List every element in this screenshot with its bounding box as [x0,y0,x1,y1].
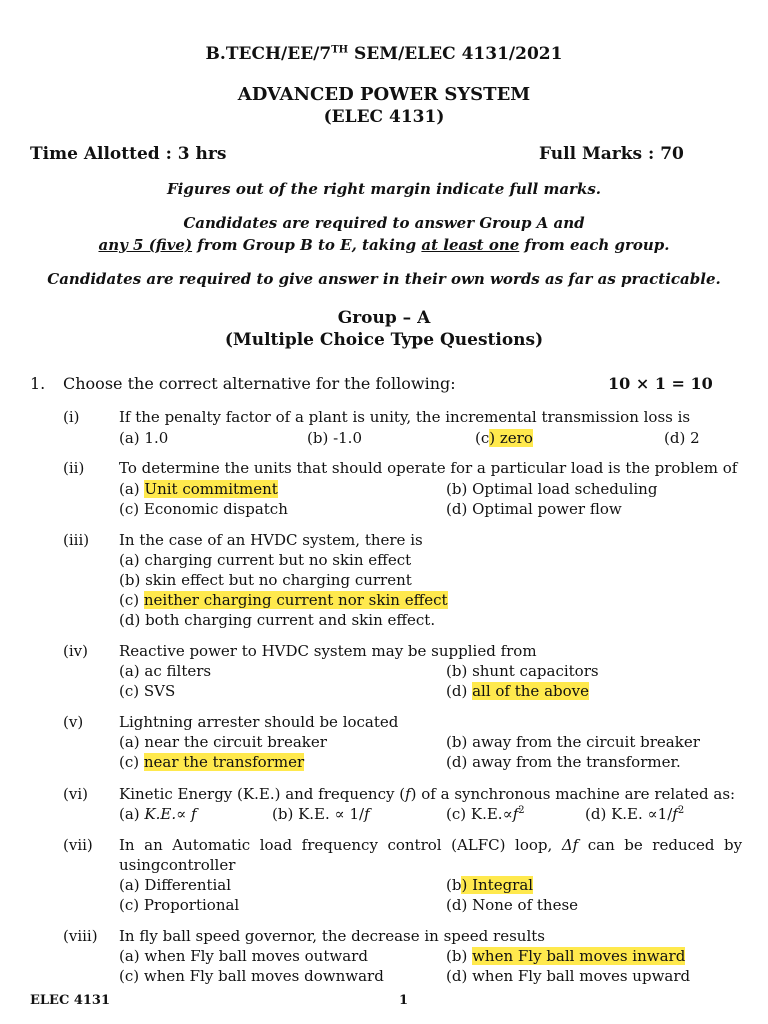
item-question: In fly ball speed governor, the decrease in speed results [119,927,545,945]
item-question: Lightning arrester should be located [119,713,399,731]
option-a: (a) Unit commitment [119,480,278,498]
option-c: (c) Economic dispatch [119,500,288,518]
item-question: Kinetic Energy (K.E.) and frequency (f) of a synchronous machine are related as: [119,785,736,803]
item-question: If the penalty factor of a plant is unity, the incremental transmission loss is [119,408,691,426]
answer-highlight: ) zero [489,429,533,447]
answer-highlight: all of the above [472,682,589,700]
option-a: (a) K.E.∝ f [119,805,197,823]
item-question-continued: usingcontroller [119,856,236,874]
instruction-margin: Figures out of the right margin indicate full marks. [166,180,602,198]
footer-code: ELEC 4131 [30,993,111,1008]
course-code: B.TECH/EE/7TH SEM/ELEC 4131/2021 [205,44,563,64]
item-number: (vi) [63,785,88,803]
item-question: In the case of an HVDC system, there is [119,531,423,549]
option-d: (d) 2 [664,429,700,447]
question-marks: 10 × 1 = 10 [608,374,713,393]
option-c: (c) SVS [119,682,176,700]
option-a: (a) when Fly ball moves outward [119,947,368,965]
option-b: (b) Optimal load scheduling [446,480,658,498]
option-b: (b) shunt capacitors [446,662,599,680]
item-number: (i) [63,408,80,426]
option-c: (c) $K.E.\propto f^2$ [446,805,525,823]
item-number: (v) [63,713,84,731]
option-c: (c) near the transformer [119,753,305,771]
option-d: (d) K.E. $\propto 1/f^2$ [585,805,685,823]
option-d: (d) away from the transformer. [446,753,681,771]
paper-title: ADVANCED POWER SYSTEM [237,84,531,105]
item-number: (vii) [63,836,93,854]
option-d: (d) both charging current and skin effect. [119,611,436,629]
time-allotted: Time Allotted : 3 hrs [30,144,227,164]
option-a: (a) Differential [119,876,232,894]
option-a: (a) charging current but no skin effect [119,551,412,569]
option-b: (b) -1.0 [307,429,362,447]
instruction-groups: any 5 (five) from Group B to E, taking at least one from each group. [98,236,670,254]
option-a: (a) ac filters [119,662,212,680]
item-number: (iv) [63,642,88,660]
item-question: Reactive power to HVDC system may be supplied from [119,642,537,660]
answer-highlight: Unit commitment [144,480,278,498]
option-a: (a) near the circuit breaker [119,733,327,751]
option-b: (b) K.E. ∝ 1/f [272,805,370,823]
answer-highlight: when Fly ball moves inward [472,947,686,965]
option-d: (d) all of the above [446,682,589,700]
option-d: (d) when Fly ball moves upward [446,967,691,985]
instruction-group-a: Candidates are required to answer Group A and [183,214,585,232]
option-b: (b) away from the circuit breaker [446,733,700,751]
option-a: (a) 1.0 [119,429,169,447]
option-b: (b) skin effect but no charging current [119,571,412,589]
group-subtitle: (Multiple Choice Type Questions) [224,330,544,350]
question-number: 1. [30,374,46,393]
option-c: (c) zero [475,429,533,447]
answer-highlight: near the transformer [143,753,305,771]
item-number: (viii) [63,927,98,945]
option-b: (b) when Fly ball moves inward [446,947,686,965]
option-c: (c) Proportional [119,896,240,914]
option-c: (c) neither charging current nor skin effect [119,591,448,609]
option-b: (b) Integral [446,876,534,894]
option-c: (c) when Fly ball moves downward [119,967,384,985]
question-text: Choose the correct alternative for the following: [63,374,456,393]
item-question: To determine the units that should operate for a particular load is the problem of [119,459,738,477]
item-number: (ii) [63,459,85,477]
item-number: (iii) [63,531,90,549]
answer-highlight: ) Integral [461,876,534,894]
full-marks: Full Marks : 70 [539,144,684,164]
answer-highlight: neither charging current nor skin effect [143,591,448,609]
option-d: (d) None of these [446,896,579,914]
option-d: (d) Optimal power flow [446,500,622,518]
page-number: 1 [399,993,409,1008]
instruction-own-words: Candidates are required to give answer in their own words as far as practicable. [47,270,721,288]
item-question: In an Automatic load frequency control (ALFC) loop, Δf can be reduced by [119,836,743,854]
group-title: Group – A [337,308,431,328]
paper-subtitle: (ELEC 4131) [323,107,445,127]
